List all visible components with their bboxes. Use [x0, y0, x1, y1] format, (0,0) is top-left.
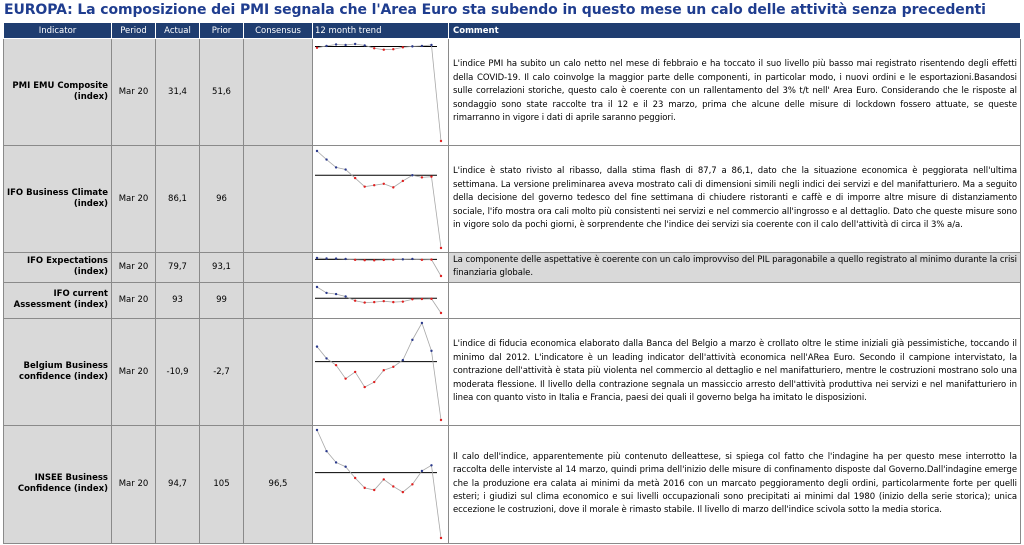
trend-point — [383, 479, 385, 481]
trend-point — [440, 537, 442, 539]
trend-cell — [313, 253, 449, 283]
trend-point — [392, 259, 394, 261]
trend-point — [344, 168, 346, 170]
trend-point — [421, 322, 423, 324]
trend-point — [411, 298, 413, 300]
consensus-cell — [244, 146, 313, 253]
consensus-cell — [244, 282, 313, 318]
indicator-name: INSEE Business Confidence (index) — [4, 425, 112, 543]
trend-cell — [313, 146, 449, 253]
sparkline-chart — [313, 426, 449, 542]
period-cell: Mar 20 — [112, 282, 156, 318]
trend-point — [430, 298, 432, 300]
trend-point — [325, 292, 327, 294]
trend-point — [421, 176, 423, 178]
table-row — [4, 318, 1021, 425]
consensus-cell: 96,5 — [244, 425, 313, 543]
trend-point — [383, 182, 385, 184]
actual-cell: 31,4 — [156, 39, 200, 146]
trend-point — [402, 359, 404, 361]
trend-point — [421, 298, 423, 300]
header-trend: 12 month trend — [313, 23, 449, 39]
trend-point — [430, 464, 432, 466]
trend-point — [421, 44, 423, 46]
trend-point — [373, 260, 375, 262]
period-cell: Mar 20 — [112, 253, 156, 283]
trend-cell — [313, 318, 449, 425]
trend-point — [316, 149, 318, 151]
table-row — [4, 425, 1021, 543]
trend-point — [411, 483, 413, 485]
trend-point — [411, 339, 413, 341]
comment-cell: Il calo dell'indice, apparentemente più contenuto delleattese, si spiega col fatto che l'indagine ha per questo mese interrotto la raccolta delle interviste al 14 marzo, quindi prima dell'inizio delle misure di confinamento disposte dal Governo.Dall'indagine emerge che la produzione era calata ai minimi da metà 2016 con un marcato peggioramento degli ordini, particolarmente forte per quelli esteri; i giudizi sul clima economico e sui livelli occupazionali sono precipitati ai minimi dal 1980 (inizio della serie storica); unica eccezione le costruzioni, dove il morale è rimasto stabile. Il livello di marzo dell'indice scivola sotto la media storica. — [449, 425, 1021, 543]
header-indicator: Indicator — [4, 23, 112, 39]
comment-cell: La componente delle aspettative è coerente con un calo improvviso del PIL paragonabile a quello registrato al minimo durante la crisi finanziaria globale. — [449, 253, 1021, 283]
indicator-name: IFO Business Climate (index) — [4, 146, 112, 253]
trend-point — [440, 312, 442, 314]
trend-point — [325, 44, 327, 46]
indicator-name: PMI EMU Composite (index) — [4, 39, 112, 146]
trend-point — [383, 300, 385, 302]
trend-point — [392, 486, 394, 488]
trend-point — [402, 491, 404, 493]
trend-line — [317, 44, 441, 141]
trend-point — [354, 259, 356, 261]
trend-point — [430, 175, 432, 177]
trend-point — [373, 184, 375, 186]
consensus-cell — [244, 39, 313, 146]
trend-point — [373, 47, 375, 49]
trend-point — [363, 185, 365, 187]
trend-point — [411, 174, 413, 176]
trend-point — [325, 158, 327, 160]
trend-point — [430, 43, 432, 45]
trend-point — [325, 358, 327, 360]
indicator-table — [3, 22, 1021, 544]
trend-cell — [313, 282, 449, 318]
actual-cell: -10,9 — [156, 318, 200, 425]
trend-point — [373, 381, 375, 383]
sparkline-chart — [313, 40, 449, 145]
sparkline-chart — [313, 147, 449, 252]
trend-point — [383, 369, 385, 371]
trend-point — [354, 176, 356, 178]
actual-cell: 93 — [156, 282, 200, 318]
trend-point — [383, 48, 385, 50]
trend-cell — [313, 39, 449, 146]
trend-point — [335, 462, 337, 464]
trend-point — [344, 43, 346, 45]
trend-point — [354, 42, 356, 44]
trend-point — [325, 258, 327, 260]
trend-point — [344, 296, 346, 298]
trend-point — [344, 258, 346, 260]
table-row — [4, 146, 1021, 253]
trend-point — [363, 302, 365, 304]
trend-point — [402, 46, 404, 48]
prior-cell: 93,1 — [200, 253, 244, 283]
trend-point — [421, 259, 423, 261]
trend-point — [440, 419, 442, 421]
trend-point — [421, 470, 423, 472]
trend-point — [430, 350, 432, 352]
trend-point — [383, 259, 385, 261]
actual-cell: 79,7 — [156, 253, 200, 283]
table-row — [4, 39, 1021, 146]
comment-cell: L'indice di fiducia economica elaborato dalla Banca del Belgio a marzo è crollato oltre le stime iniziali già pessimistiche, toccando il minimo dal 2012. L'indicatore è un leading indicator dell'attività economica nell'ARea Euro. Secondo il campione intervistato, la contrazione dell'attività è stata più violenta nel commercio al dettaglio e nel manifatturiero, mentre le costruzioni mostrano solo una moderata flessione. Il livello della contrazione segnala un massiccio arresto dell'attività produttiva nei servizi e nel manifatturiero in linea con quanto visto in Italia e Francia, paesi dei quali il governo belga ha imitato le disposizioni. — [449, 318, 1021, 425]
prior-cell: 51,6 — [200, 39, 244, 146]
trend-point — [335, 293, 337, 295]
header-actual: Actual — [156, 23, 200, 39]
trend-cell — [313, 425, 449, 543]
comment-cell: L'indice è stato rivisto al ribasso, dalla stima flash di 87,7 a 86,1, dato che la situazione economica è peggiorata nell'ultima settimana. La versione preliminarea aveva mostrato cali di dimensioni simili negli indici dei servizi e del manifatturiero. Ma a seguito della decisione del governo tedesco del fine settimana di chiudere ristoranti e caffè e di imporre altre misure di distanziamento sociale, l'ifo mostra ora cali molto più consistenti nei servizi e nel commercio all'ingrosso e al dettaglio. Dato che queste misure sono in vigore solo da pochi giorni, è sorprendente che l'indice dei servizi sia coerente con il calo dell'attività di circa il 3% a/a. — [449, 146, 1021, 253]
trend-point — [440, 275, 442, 277]
trend-point — [363, 44, 365, 46]
trend-point — [440, 246, 442, 248]
trend-point — [363, 487, 365, 489]
trend-point — [316, 46, 318, 48]
trend-point — [344, 466, 346, 468]
prior-cell: 96 — [200, 146, 244, 253]
trend-point — [354, 477, 356, 479]
trend-point — [316, 286, 318, 288]
sparkline-chart — [313, 283, 449, 317]
trend-point — [411, 258, 413, 260]
indicator-name: IFO Expectations (index) — [4, 253, 112, 283]
trend-point — [392, 186, 394, 188]
trend-point — [373, 489, 375, 491]
indicator-name: IFO current Assessment (index) — [4, 282, 112, 318]
consensus-cell — [244, 253, 313, 283]
period-cell: Mar 20 — [112, 146, 156, 253]
trend-point — [363, 259, 365, 261]
consensus-cell — [244, 318, 313, 425]
trend-point — [335, 166, 337, 168]
trend-line — [317, 430, 441, 538]
table-row — [4, 253, 1021, 283]
trend-line — [317, 323, 441, 420]
trend-point — [325, 450, 327, 452]
trend-point — [392, 301, 394, 303]
actual-cell: 94,7 — [156, 425, 200, 543]
trend-point — [411, 45, 413, 47]
prior-cell: 105 — [200, 425, 244, 543]
trend-point — [344, 378, 346, 380]
header-row — [4, 23, 1021, 39]
trend-line — [317, 151, 441, 248]
trend-point — [335, 43, 337, 45]
comment-cell: L'indice PMI ha subito un calo netto nel mese di febbraio e ha toccato il suo livello più basso mai registrato risentendo degli effetti della COVID-19. Il calo coinvolge la maggior parte delle componenti, in particolar modo, i nuovi ordini e le esportazioni.Basandosi sulle correlazioni storiche, questo calo è coerente con un rallentamento del 3% t/t nell' Area Euro. Considerando che le risposte al sondaggio sono state raccolte tra il 12 e il 23 marzo, prima che alcune delle misure di lockdown fossero attuate, se queste rimarranno in vigore i dati di aprile saranno peggiori. — [449, 39, 1021, 146]
sparkline-chart — [313, 254, 449, 280]
trend-point — [373, 301, 375, 303]
actual-cell: 86,1 — [156, 146, 200, 253]
trend-point — [402, 259, 404, 261]
trend-point — [316, 346, 318, 348]
trend-point — [354, 371, 356, 373]
trend-point — [392, 48, 394, 50]
trend-point — [316, 429, 318, 431]
table-row — [4, 282, 1021, 318]
header-period: Period — [112, 23, 156, 39]
period-cell: Mar 20 — [112, 39, 156, 146]
trend-point — [430, 259, 432, 261]
period-cell: Mar 20 — [112, 318, 156, 425]
trend-point — [440, 139, 442, 141]
trend-point — [392, 366, 394, 368]
trend-point — [316, 257, 318, 259]
trend-point — [363, 386, 365, 388]
prior-cell: 99 — [200, 282, 244, 318]
prior-cell: -2,7 — [200, 318, 244, 425]
trend-point — [354, 300, 356, 302]
sparkline-chart — [313, 319, 449, 424]
header-prior: Prior — [200, 23, 244, 39]
page-title: EUROPA: La composizione dei PMI segnala che l'Area Euro sta subendo in questo mese un calo delle attività senza precedenti — [4, 2, 986, 18]
header-consensus: Consensus — [244, 23, 313, 39]
comment-cell — [449, 282, 1021, 318]
header-comment: Comment — [449, 23, 1021, 39]
period-cell: Mar 20 — [112, 425, 156, 543]
indicator-name: Belgium Business confidence (index) — [4, 318, 112, 425]
trend-point — [402, 301, 404, 303]
trend-point — [335, 258, 337, 260]
trend-point — [402, 179, 404, 181]
trend-point — [335, 364, 337, 366]
